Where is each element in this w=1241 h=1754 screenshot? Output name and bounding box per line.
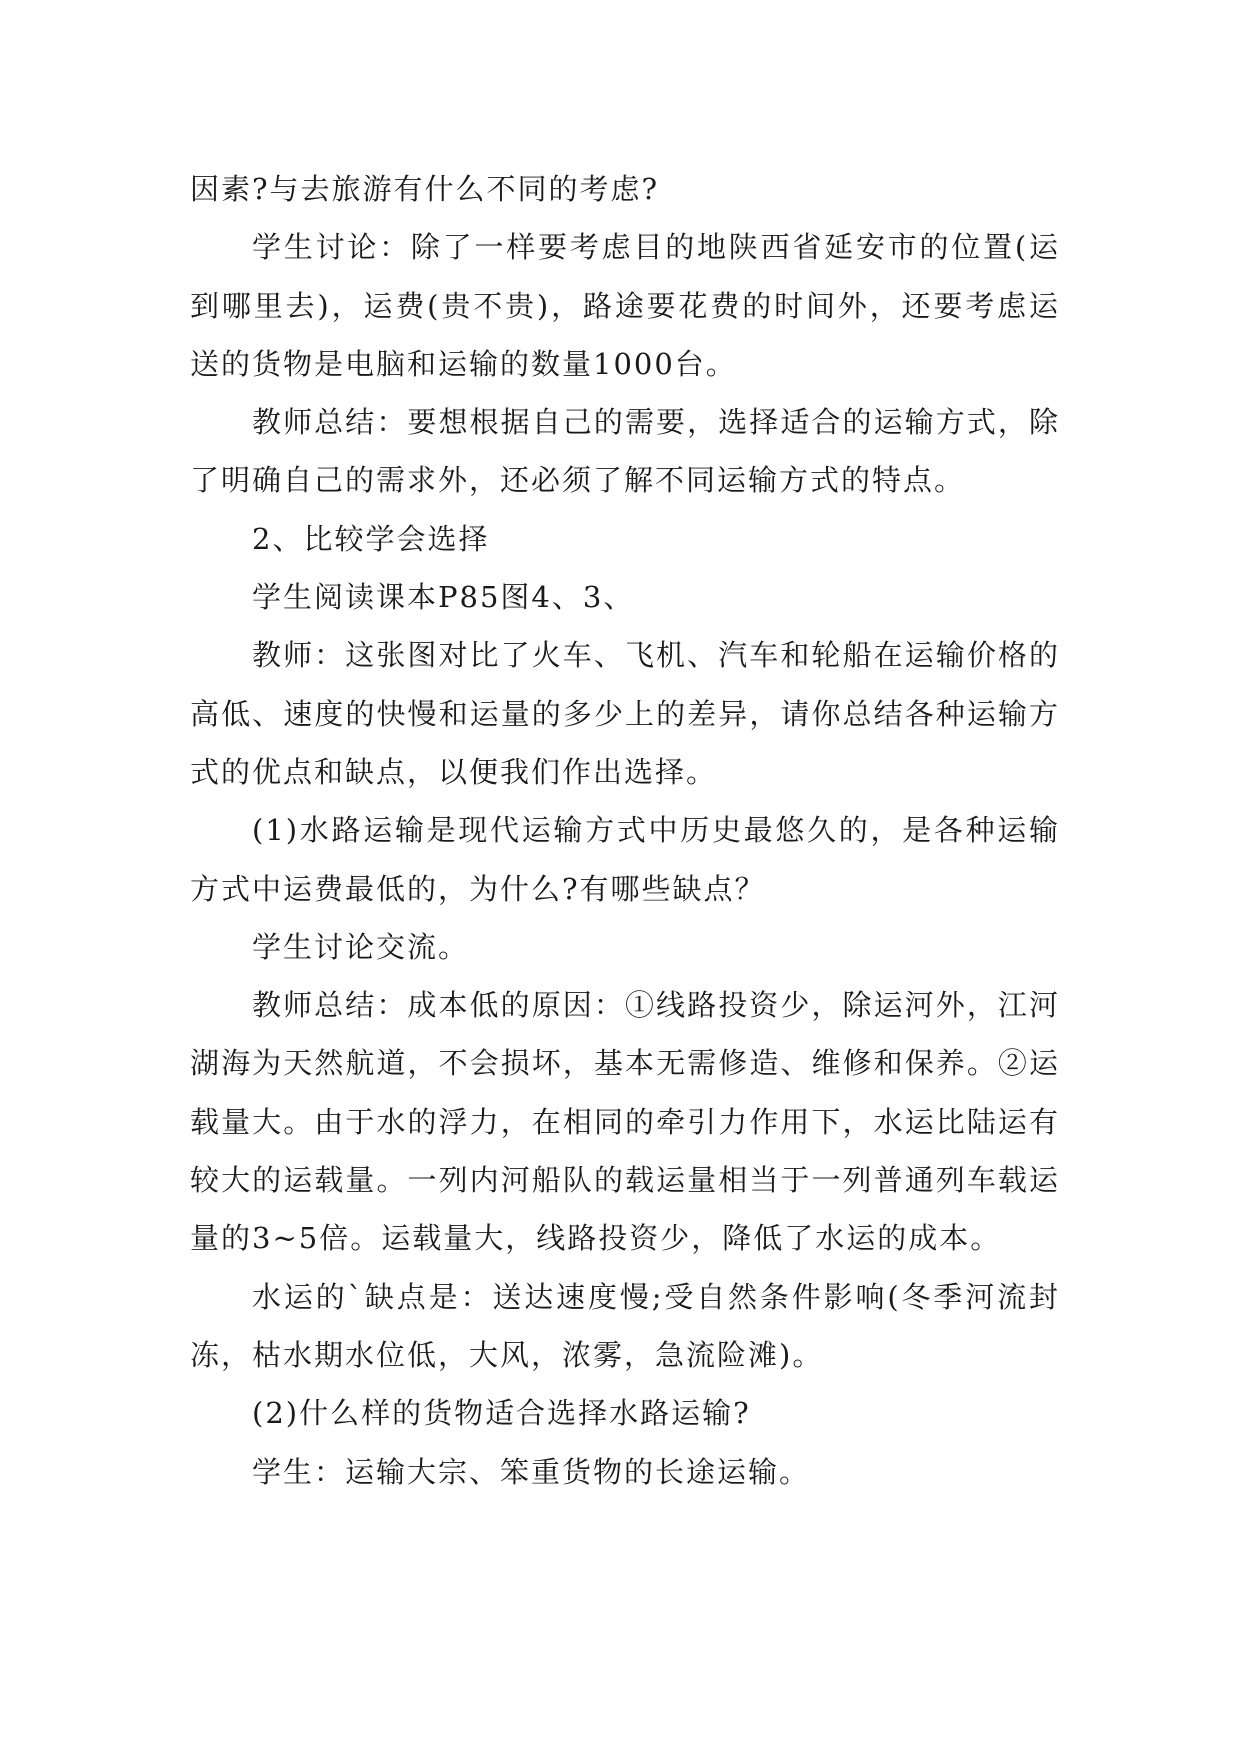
paragraph-teacher-summary: 教师总结：要想根据自己的需要，选择适合的运输方式，除了明确自己的需求外，还必须了解不同运输方式的特点。	[190, 405, 1060, 498]
paragraph-student-answer: 学生：运输大宗、笨重货物的长途运输。	[252, 1454, 811, 1489]
paragraph-teacher-cost: 教师总结：成本低的原因：①线路投资少，除运河外，江河湖海为天然航道，不会损坏，基本无需修造、维修和保养。②运载量大。由于水的浮力，在相同的牵引力作用下，水运比陆运有较大的运载量。一列内河船队的载运量相当于一列普通列车载运量的3~5倍。运载量大，线路投资少，降低了水运的成本。	[190, 988, 1060, 1256]
paragraph-student-exchange: 学生讨论交流。	[252, 929, 470, 964]
paragraph-water-drawbacks: 水运的`缺点是：送达速度慢;受自然条件影响(冬季河流封冻，枯水期水位低，大风，浓雾，急流险滩)。	[190, 1279, 1060, 1372]
section-heading: 2、比较学会选择	[252, 521, 490, 556]
document-body	[190, 160, 1060, 1501]
paragraph-question-2: (2)什么样的货物适合选择水路运输?	[252, 1396, 751, 1431]
paragraph-student-discussion: 学生讨论：除了一样要考虑目的地陕西省延安市的位置(运到哪里去)，运费(贵不贵)，路途要花费的时间外，还要考虑运送的货物是电脑和运输的数量1000台。	[190, 230, 1060, 381]
paragraph-student-reading: 学生阅读课本P85图4、3、	[252, 580, 635, 615]
paragraph-question-1: (1)水路运输是现代运输方式中历史最悠久的，是各种运输方式中运费最低的，为什么?有哪些缺点？	[190, 813, 1060, 906]
paragraph-teacher-chart: 教师：这张图对比了火车、飞机、汽车和轮船在运输价格的高低、速度的快慢和运量的多少上的差异，请你总结各种运输方式的优点和缺点，以便我们作出选择。	[190, 638, 1060, 789]
paragraph-continuation: 因素?与去旅游有什么不同的考虑?	[190, 172, 660, 206]
